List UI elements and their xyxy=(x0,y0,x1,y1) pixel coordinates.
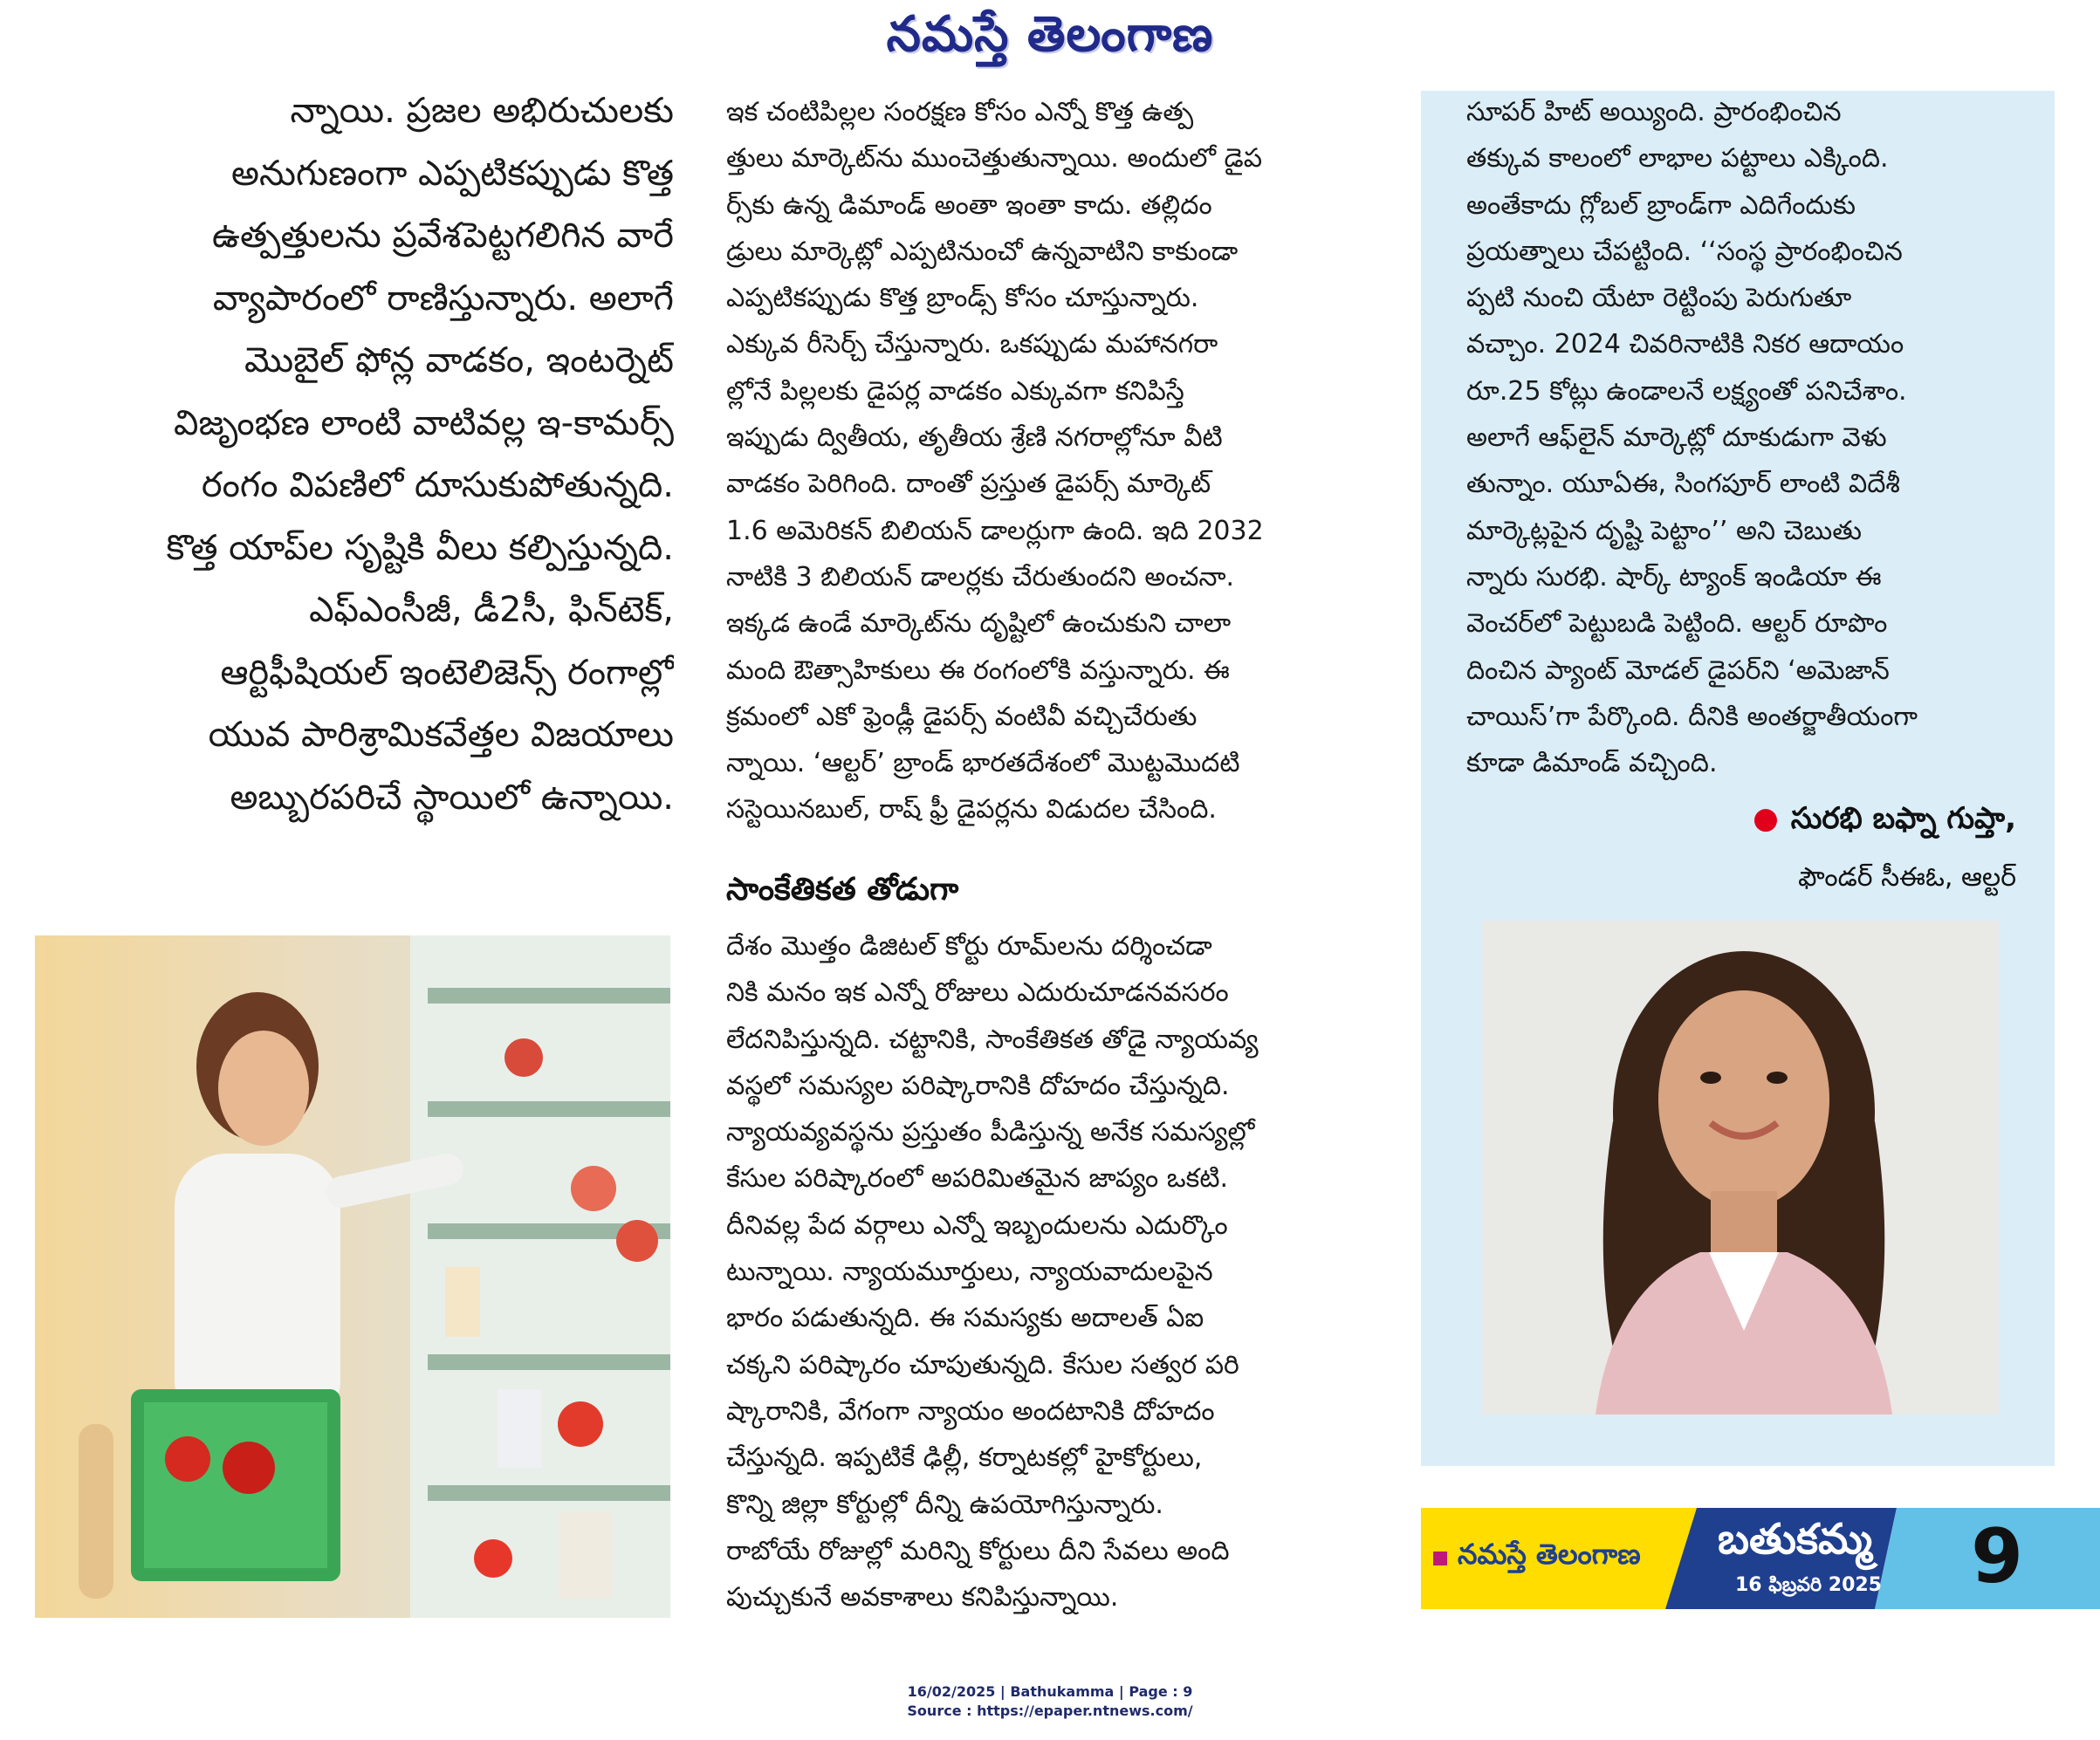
text-line: దించిన ప్యాంట్ మోడల్ డైపర్‌ని ‘అమెజాన్ xyxy=(1466,654,1890,686)
text-line: న్నాయి. ‘ఆల్టర్’ బ్రాండ్ భారతదేశంలో మొట్టమొదటి xyxy=(726,748,1240,779)
text-line: చేస్తున్నది. ఇప్పటికే ఢిల్లీ, కర్నాటకల్లో హైకోర్టులు, xyxy=(726,1442,1203,1474)
footer-source-link[interactable]: Source : https://epaper.ntnews.com/ xyxy=(907,1702,1193,1719)
portrait-photo xyxy=(1482,921,1999,1415)
text-line: క్రమంలో ఎకో ఫ్రెండ్లీ డైపర్స్ వంటివీ వచ్చిచేరుతు xyxy=(726,701,1198,732)
text-line: దేశం మొత్తం డిజిటల్ కోర్టు రూమ్‌లను దర్శించడా xyxy=(726,931,1212,962)
byline-role: ఫౌండర్ సీఈఓ, ఆల్టర్ xyxy=(1798,862,2016,893)
text-line: వెంచర్‌లో పెట్టుబడి పెట్టింది. ఆల్టర్ రూపొం xyxy=(1466,608,1888,640)
text-line: సస్టెయినబుల్, రాష్ ఫ్రీ డైపర్లను విడుదల చేసింది. xyxy=(726,794,1217,825)
page-badge xyxy=(1421,1506,2100,1611)
text-line: ప్రయత్నాలు చేపట్టింది. ‘‘సంస్థ ప్రారంభించిన xyxy=(1466,236,1903,267)
text-line: రాబోయే రోజుల్లో మరిన్ని కోర్టులు దీని సేవలు అంది xyxy=(726,1535,1230,1566)
text-line: తున్నాం. యూఏఈ, సింగపూర్ లాంటి విదేశీ xyxy=(1466,469,1900,500)
text-line: వచ్చాం. 2024 చివరినాటికి నికర ఆదాయం xyxy=(1466,329,1904,360)
text-line: కేసుల పరిష్కారంలో అపరిమితమైన జాప్యం ఒకటి. xyxy=(726,1163,1229,1195)
text-line: దీనివల్ల పేద వర్గాలు ఎన్నో ఇబ్బందులను ఎదుర్కొం xyxy=(726,1209,1228,1241)
text-line: అనుగుణంగా ఎప్పటికప్పుడు కొత్త xyxy=(231,153,674,194)
column-1-text xyxy=(26,80,674,829)
column-2-continued-text xyxy=(726,923,1362,1620)
text-line: మొబైల్ ఫోన్ల వాడకం, ఇంటర్నెట్ xyxy=(244,340,674,380)
text-line: పుచ్చుకునే అవకాశాలు కనిపిస్తున్నాయి. xyxy=(726,1582,1119,1613)
text-line: త్తులు మార్కెట్‌ను ముంచెత్తుతున్నాయి. అందులో డైప xyxy=(726,143,1263,175)
column-3-text xyxy=(1466,89,2034,786)
text-line: ఎప్పటికప్పుడు కొత్త బ్రాండ్స్ కోసం చూస్తున్నారు. xyxy=(726,283,1199,314)
text-line: కొత్త యాప్‌ల సృష్టికి వీలు కల్పిస్తున్నది. xyxy=(166,527,674,568)
text-line: న్నాయి. ప్రజల అభిరుచులకు xyxy=(290,91,674,131)
column-2-text xyxy=(726,89,1362,833)
badge-section-name: బతుకమ్మ xyxy=(1718,1515,1873,1564)
text-line: చాయిస్’గా పేర్కొంది. దీనికి అంతర్జాతీయంగా xyxy=(1466,701,1918,732)
text-line: అబ్బురపరిచే స్థాయిలో ఉన్నాయి. xyxy=(230,777,674,818)
text-line: న్నారు సురభి. షార్క్ ట్యాంక్ ఇండియా ఈ xyxy=(1466,561,1882,593)
text-line: నాటికి 3 బిలియన్ డాలర్లకు చేరుతుందని అంచనా. xyxy=(726,561,1235,593)
bullet-icon: ● xyxy=(1753,801,1779,836)
text-line: రంగం విపణిలో దూసుకుపోతున్నది. xyxy=(201,465,674,505)
text-line: వస్థలో సమస్యల పరిష్కారానికి దోహదం చేస్తున్నది. xyxy=(726,1070,1230,1101)
text-line: ప్పటి నుంచి యేటా రెట్టింపు పెరుగుతూ xyxy=(1466,283,1852,314)
text-line: మంది ఔత్సాహికులు ఈ రంగంలోకి వస్తున్నారు. ఈ xyxy=(726,654,1230,686)
text-line: చక్కని పరిష్కారం చూపుతున్నది. కేసుల సత్వర పరి xyxy=(726,1349,1239,1380)
text-line: ఎక్కువ రీసెర్చ్ చేస్తున్నారు. ఒకప్పుడు మహానగరా xyxy=(726,329,1218,360)
text-line: ఇప్పుడు ద్వితీయ, తృతీయ శ్రేణి నగరాల్లోనూ వీటి xyxy=(726,422,1223,454)
text-line: డ్రులు మార్కెట్లో ఎప్పటినుంచో ఉన్నవాటిని కాకుండా xyxy=(726,236,1239,267)
masthead-title: నమస్తే తెలంగాణ xyxy=(886,6,1214,63)
text-line: టున్నాయి. న్యాయమూర్తులు, న్యాయవాదులపైన xyxy=(726,1257,1213,1288)
text-line: అంతేకాదు గ్లోబల్ బ్రాండ్‌గా ఎదిగేందుకు xyxy=(1466,189,1856,221)
text-line: కొన్ని జిల్లా కోర్టుల్లో దీన్ని ఉపయోగిస్తున్నారు. xyxy=(726,1489,1163,1520)
text-line: తక్కువ కాలంలో లాభాల పట్టాలు ఎక్కింది. xyxy=(1466,143,1889,175)
byline-name: సురభి బఫ్నా గుప్తా, xyxy=(1790,801,2016,836)
section-subheading: సాంకేతికత తోడుగా xyxy=(726,872,959,908)
text-line: న్యాయవ్యవస్థను ప్రస్తుతం పీడిస్తున్న అనేక సమస్యల్లో xyxy=(726,1117,1255,1148)
badge-date: 16 ఫిబ్రవరి 2025 xyxy=(1735,1574,1882,1596)
badge-paper-name: నమస్తే తెలంగాణ xyxy=(1458,1538,1641,1571)
text-line: 1.6 అమెరికన్ బిలియన్ డాలర్లుగా ఉంది. ఇది 2032 xyxy=(726,515,1264,546)
text-line: వ్యాపారంలో రాణిస్తున్నారు. అలాగే xyxy=(212,277,674,319)
text-line: ర్స్‌కు ఉన్న డిమాండ్ అంతా ఇంతా కాదు. తల్లిదం xyxy=(726,189,1212,221)
supermarket-shopper-photo xyxy=(35,935,670,1618)
text-line: ల్లోనే పిల్లలకు డైపర్ల వాడకం ఎక్కువగా కనిపిస్తే xyxy=(726,375,1184,407)
text-line: సూపర్ హిట్ అయ్యింది. ప్రారంభించిన xyxy=(1466,97,1842,127)
text-line: అలాగే ఆఫ్‌లైన్ మార్కెట్లో దూకుడుగా వెళు xyxy=(1466,422,1887,454)
text-line: యువ పారిశ్రామికవేత్తల విజయాలు xyxy=(208,715,674,755)
text-line: ఇక చంటిపిల్లల సంరక్షణ కోసం ఎన్నో కొత్త ఉత్ప xyxy=(726,97,1194,127)
text-line: ఉత్పత్తులను ప్రవేశపెట్టగలిగిన వారే xyxy=(212,216,674,256)
byline xyxy=(1466,794,2016,843)
text-line: విజృంభణ లాంటి వాటివల్ల ఇ-కామర్స్ xyxy=(174,402,674,443)
text-line: లేదనిపిస్తున్నది. చట్టానికి, సాంకేతికత తోడై న్యాయవ్య xyxy=(726,1024,1259,1055)
text-line: మార్కెట్లపైన దృష్టి పెట్టాం’’ అని చెబుతు xyxy=(1466,515,1862,546)
text-line: రూ.25 కోట్లు ఉండాలనే లక్ష్యంతో పనిచేశాం. xyxy=(1466,375,1907,407)
footer-info xyxy=(0,1682,2100,1721)
text-line: ష్కారానికి, వేగంగా న్యాయం అందటానికి దోహదం xyxy=(726,1395,1215,1427)
text-line: నికి మనం ఇక ఎన్నో రోజులు ఎదురుచూడనవసరం xyxy=(726,977,1229,1009)
text-line: వాడకం పెరిగింది. దాంతో ప్రస్తుత డైపర్స్ మార్కెట్ xyxy=(726,469,1211,500)
text-line: ఎఫ్ఎంసీజీ, డీ2సీ, ఫిన్‌టెక్, xyxy=(309,590,674,630)
text-line: ఆర్టిఫీషియల్ ఇంటెలిజెన్స్ రంగాల్లో xyxy=(220,652,674,693)
text-line: భారం పడుతున్నది. ఈ సమస్యకు అదాలత్ ఏఐ xyxy=(726,1303,1204,1334)
footer-line-1: 16/02/2025 | Bathukamma | Page : 9 xyxy=(907,1683,1193,1700)
badge-page-number: 9 xyxy=(1971,1513,2023,1600)
text-line: ఇక్కడ ఉండే మార్కెట్‌ను దృష్టిలో ఉంచుకుని చాలా xyxy=(726,608,1232,640)
text-line: కూడా డిమాండ్ వచ్చింది. xyxy=(1466,748,1718,779)
